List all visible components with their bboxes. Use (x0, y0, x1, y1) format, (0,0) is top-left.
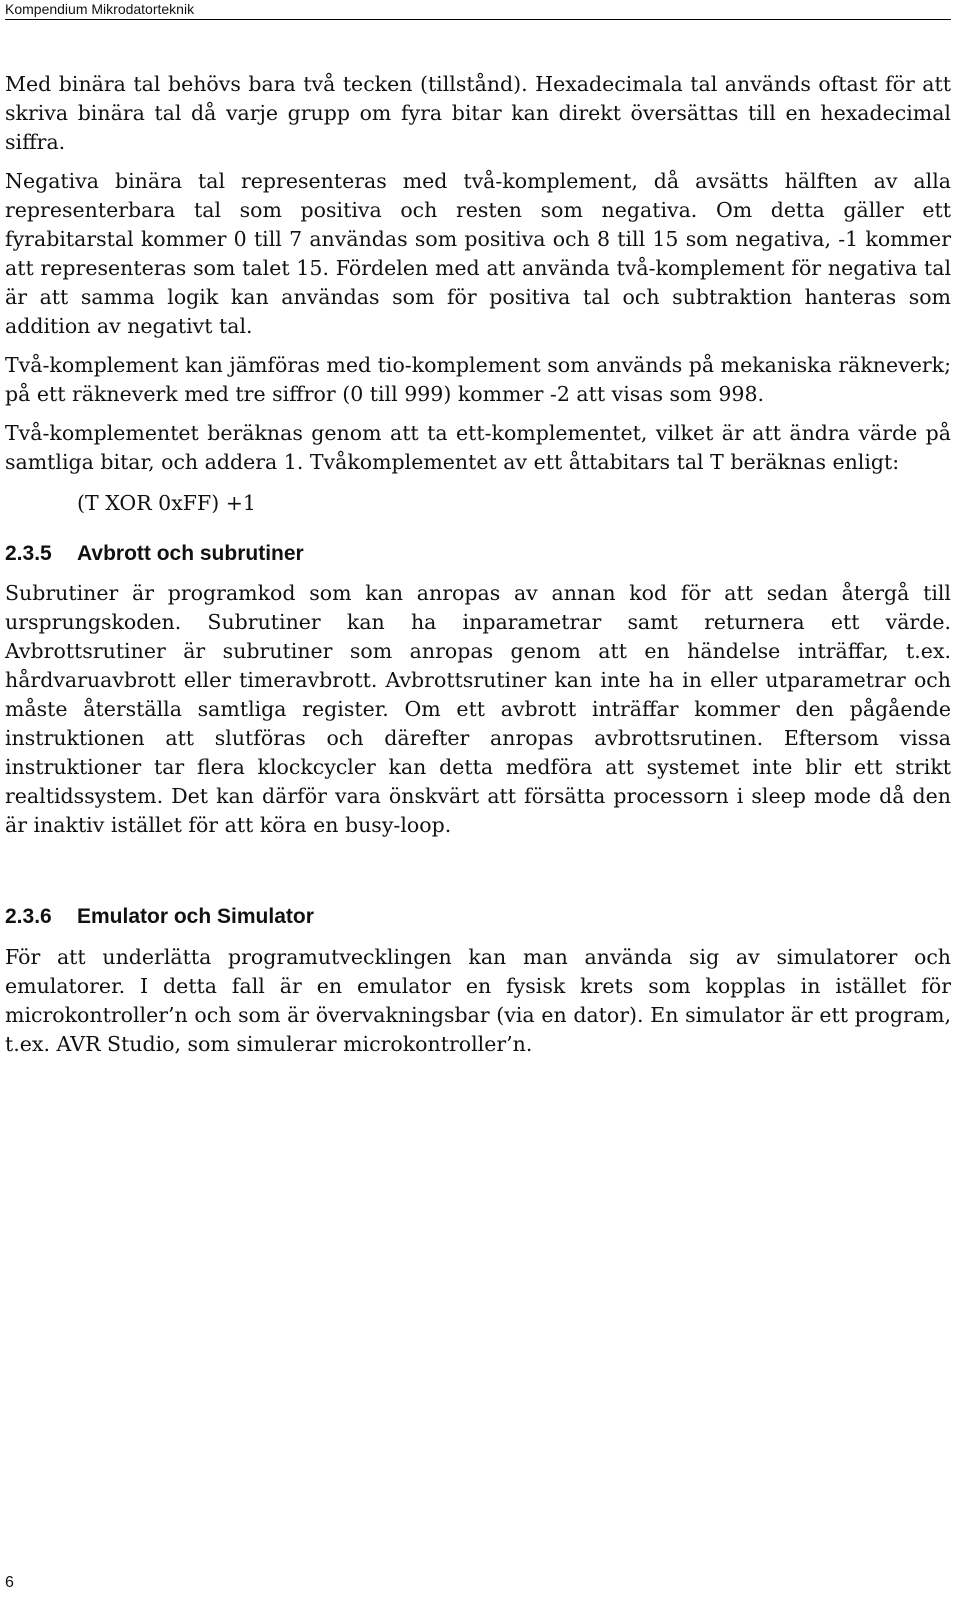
page-content (5, 70, 951, 1059)
formula: (T XOR 0xFF) +1 (77, 491, 256, 515)
section-heading-2-3-6 (5, 904, 951, 930)
section-number: 2.3.6 (5, 905, 52, 928)
section-body-2-3-5: Subrutiner är programkod som kan anropas av annan kod för att sedan återgå till ursprungskoden. Subrutiner kan ha inparametrar samt returnera ett värde. Avbrottsrutiner är subrutiner som anropas genom att en händelse inträffar, t.ex. hårdvaruavbrott eller timeravbrott. Avbrottsrutiner kan inte ha in eller utparametrar och måste återställa samtliga register. Om ett avbrott inträffar kommer den pågående instruktionen att slutföras och därefter anropas avbrottsrutinen. Eftersom vissa instruktioner tar flera klockcycler kan detta medföra att systemet inte blir ett strikt realtidssystem. Det kan därför vara önskvärt att försätta processorn i sleep mode då den är inaktiv istället för att köra en busy-loop. (5, 581, 951, 837)
paragraph-compute-twos-complement: Två-komplementet beräknas genom att ta ett-komplementet, vilket är att ändra värde på samtliga bitar, och addera 1. Tvåkomplementet av ett åttabitars tal T beräknas enligt: (5, 421, 951, 474)
section-title: Emulator och Simulator (77, 905, 314, 928)
section-heading-2-3-5 (5, 541, 951, 567)
paragraph-binary-digits: Med binära tal behövs bara två tecken (tillstånd). Hexadecimala tal används oftast för att skriva binära tal då varje grupp om fyra bitar kan direkt översättas till en hexadecimal siffra. (5, 72, 951, 154)
section-body-2-3-6: För att underlätta programutvecklingen kan man använda sig av simulatorer och emulatorer. I detta fall är en emulator en fysisk krets som kopplas in istället för microkontroller’n och som är övervakningsbar (via en dator). En simulator är ett program, t.ex. AVR Studio, som simulerar microkontroller’n. (5, 945, 951, 1056)
header-title: Kompendium Mikrodatorteknik (5, 1, 195, 17)
section-number: 2.3.5 (5, 542, 52, 565)
paragraph-tens-complement: Två-komplement kan jämföras med tio-komplement som används på mekaniska räkneverk; på ett räkneverk med tre siffror (0 till 999) kommer -2 att visas som 998. (5, 353, 951, 406)
page-number: 6 (5, 1574, 14, 1591)
running-header (5, 0, 951, 20)
section-title: Avbrott och subrutiner (77, 542, 304, 565)
paragraph-twos-complement: Negativa binära tal representeras med två-komplement, då avsätts hälften av alla representerbara tal som positiva och resten som negativa. Om detta gäller ett fyrabitarstal kommer 0 till 7 användas som positiva och 8 till 15 som negativa, -1 kommer att representeras som talet 15. Fördelen med att använda två-komplement för negativa tal är att samma logik kan användas som för positiva tal och subtraktion hanteras som addition av negativt tal. (5, 169, 951, 338)
